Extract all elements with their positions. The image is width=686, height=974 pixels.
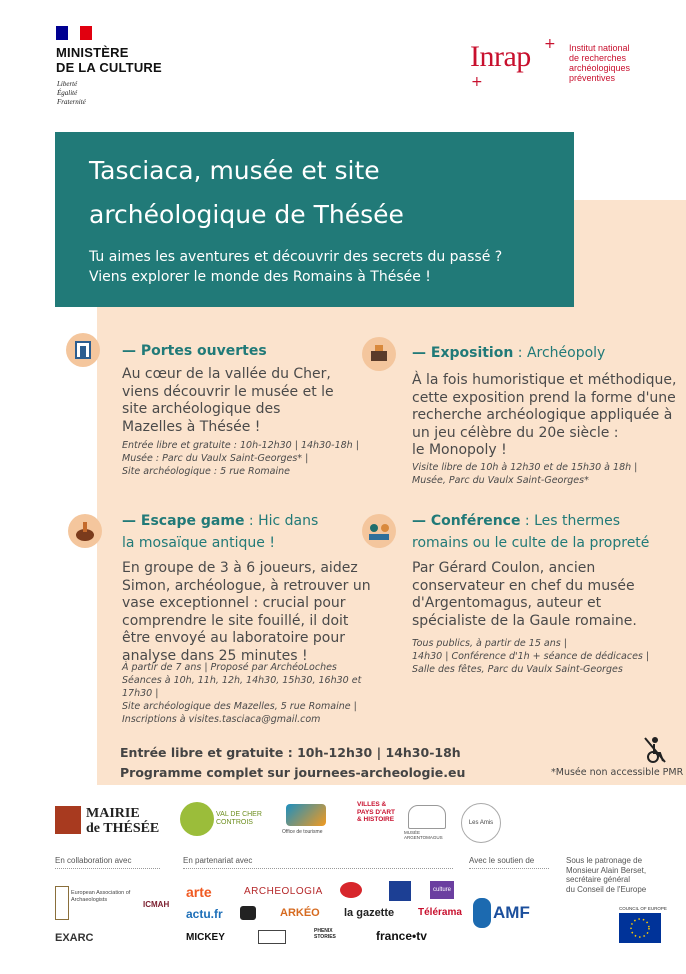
mairie-crest-icon: [55, 806, 81, 834]
plus-icon: +: [471, 74, 483, 90]
tourism-office-icon: [286, 804, 326, 826]
entry-info: Entrée libre et gratuite : 10h-12h30 | 14h30-18h: [120, 745, 461, 760]
tourism-office-logo: Office de tourisme: [282, 829, 323, 835]
section-title-conference: — Conférence : Les thermes romains ou le culte de la propreté: [412, 513, 650, 551]
partner-dark-icon: [240, 906, 256, 920]
partner-blue-square-icon: [389, 881, 411, 901]
arkeo-logo: ARKÉO: [280, 907, 320, 919]
telerama-logo: Télérama: [418, 907, 462, 918]
french-flag-logo: [56, 26, 92, 40]
asso-logo: Les Amis: [461, 803, 501, 843]
divider: [183, 868, 453, 869]
accessibility-note: *Musée non accessible PMR: [551, 767, 684, 778]
eaa-emblem-icon: [55, 886, 69, 920]
inrap-logo: Inrap: [470, 40, 531, 73]
francetv-logo: france•tv: [376, 929, 427, 943]
villes-art-histoire-logo: VILLES & PAYS D'ART & HISTOIRE: [357, 801, 396, 823]
intro-text: Tu aimes les aventures et découvrir des secrets du passé ? Viens explorer le monde des Romains à Thésée !: [89, 249, 503, 285]
inrap-name: Institut national de recherches archéologiques préventives: [569, 43, 631, 83]
divider: [55, 868, 160, 869]
gazette-logo: la gazette: [344, 907, 395, 919]
section-title-escape-game: — Escape game : Hic dans la mosaïque antique !: [122, 513, 319, 551]
escape-game-info: À partir de 7 ans | Proposé par ArchéoLoches Séances à 10h, 11h, 12h, 14h30, 15h30, 16h30 et 17h30 | Site archéologique des Mazelles, 5 rue Romaine | Inscriptions à visites.tasciaca@gmail.com: [122, 662, 362, 725]
eaa-logo: European Association of Archaeologists: [71, 890, 131, 903]
archeologia-logo: ARCHEOLOGIA: [244, 886, 323, 897]
no-wheelchair-access-icon: [643, 736, 667, 768]
amf-figure-icon: [473, 898, 491, 928]
mairie-logo: MAIRIE de THÉSÉE: [86, 806, 160, 836]
collab-label: En collaboration avec: [55, 856, 132, 865]
exhibition-body: À la fois humoristique et méthodique, cette exposition prend la forme d'une recherche archéologique appliquée à un jeu célèbre du 20e siècle : le Monopoly !: [412, 372, 677, 458]
partner-outline-icon: [258, 930, 286, 944]
escape-game-icon: [68, 514, 102, 548]
escape-game-body: En groupe de 3 à 6 joueurs, aidez Simon, archéologue, à retrouver un vase exceptionnel : crucial pour comprendre le site fouillé, il doit être envoyé au laboratoire pour analyse dans 25 minutes !: [122, 560, 371, 664]
section-title-open-house: — Portes ouvertes: [122, 343, 267, 359]
section-title-exhibition: — Exposition : Archéopoly: [412, 345, 606, 361]
icmah-logo: ICMAH: [143, 900, 170, 909]
council-of-europe-flag-icon: [619, 913, 661, 943]
patronage-label: Sous le patronage de Monsieur Alain Berset, secrétaire général du Conseil de l'Europe: [566, 856, 647, 894]
partner-red-badge-icon: [340, 882, 362, 898]
valdecher-logo: VAL DE CHER CONTROIS: [216, 811, 262, 826]
mickey-logo: MICKEY: [186, 932, 225, 943]
culture-logo: culture: [430, 881, 454, 899]
open-house-icon: [66, 333, 100, 367]
support-label: Avec le soutien de: [469, 856, 535, 865]
republic-motto: Liberté Égalité Fraternité: [57, 80, 86, 106]
exhibition-icon: [362, 337, 396, 371]
conference-icon: [362, 514, 396, 548]
actu-logo: actu.fr: [186, 907, 223, 921]
coe-label: COUNCIL OF EUROPE: [619, 906, 667, 911]
exhibition-info: Visite libre de 10h à 12h30 et de 15h30 à 18h | Musée, Parc du Vaulx Saint-Georges*: [412, 462, 638, 486]
ministry-logo-text: MINISTÈRE DE LA CULTURE: [56, 45, 162, 75]
exarc-logo: EXARC: [55, 932, 94, 944]
arte-logo: arte: [186, 884, 212, 900]
plus-icon: +: [544, 36, 556, 52]
conference-info: Tous publics, à partir de 15 ans | 14h30 | Conférence d'1h + séance de dédicaces | Salle des fêtes, Parc du Vaulx Saint-Georges: [412, 638, 650, 675]
open-house-body: Au cœur de la vallée du Cher, viens découvrir le musée et le site archéologique des Mazelles à Thésée !: [122, 366, 334, 435]
valdecher-leaf-icon: [180, 802, 214, 836]
open-house-info: Entrée libre et gratuite : 10h-12h30 | 14h30-18h | Musée : Parc du Vaulx Saint-Georges* | Site archéologique : 5 rue Romaine: [122, 440, 359, 477]
musee-logo: MUSÉE ARGENTOMAGUS: [404, 830, 443, 840]
conference-body: Par Gérard Coulon, ancien conservateur en chef du musée d'Argentomagus, auteur et spécialiste de la Gaule romaine.: [412, 560, 637, 629]
page-title: Tasciaca, musée et site archéologique de Thésée: [89, 156, 404, 229]
amf-logo: AMF: [493, 903, 530, 922]
divider: [469, 868, 549, 869]
phenix-logo: PHENIX STORIES: [314, 928, 336, 940]
program-link[interactable]: Programme complet sur journees-archeologie.eu: [120, 765, 466, 780]
partner-label: En partenariat avec: [183, 856, 253, 865]
musee-vases-icon: [408, 805, 446, 829]
